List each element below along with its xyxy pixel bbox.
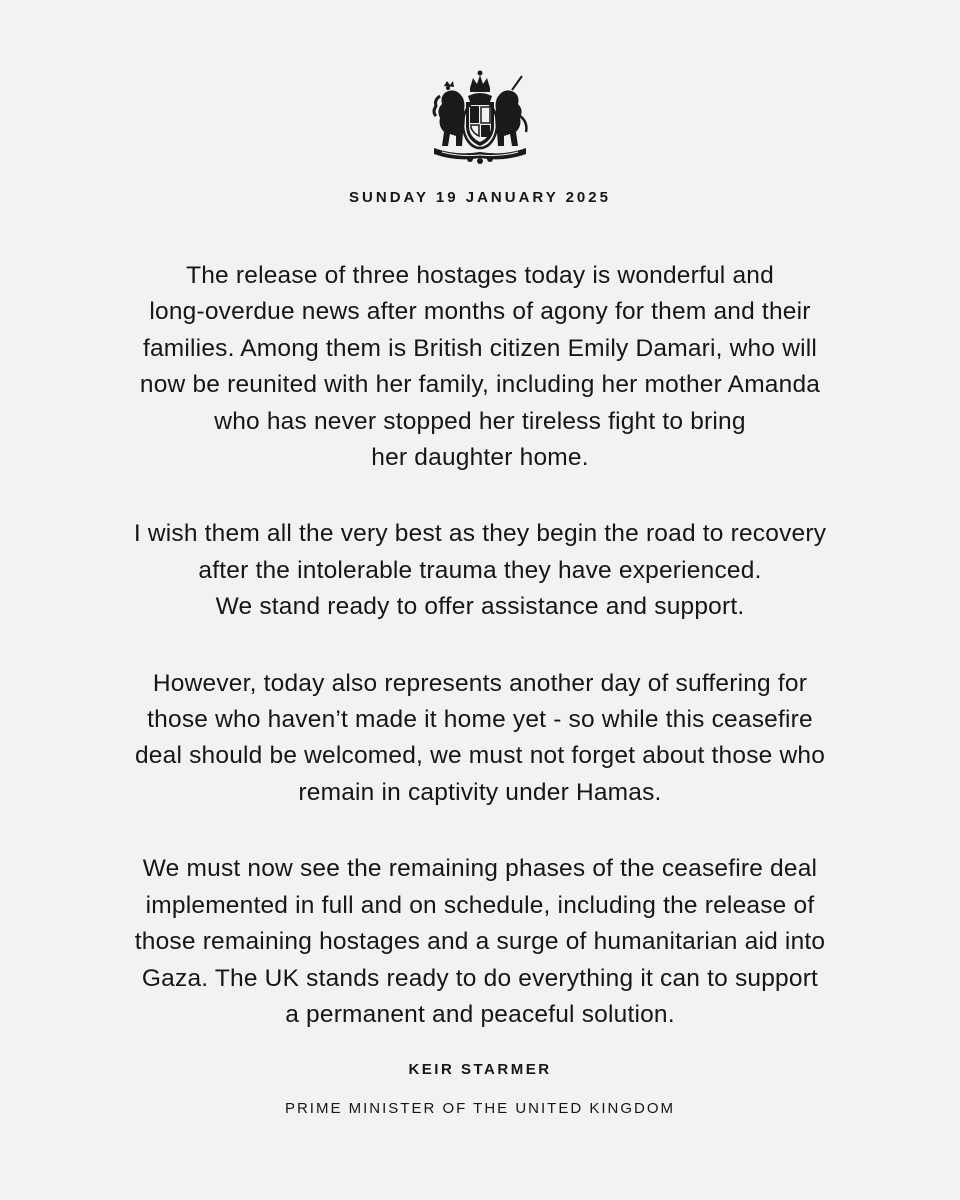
paragraph-3: [80, 666, 880, 812]
text-line: who has never stopped her tireless fight to bring: [214, 407, 746, 435]
text-line: after the intolerable trauma they have experienced.: [198, 556, 762, 584]
signatory-title: PRIME MINISTER OF THE UNITED KINGDOM: [284, 1100, 676, 1117]
text-line: Gaza. The UK stands ready to do everything it can to support: [141, 964, 819, 992]
text-line: families. Among them is British citizen Emily Damari, who will: [142, 334, 818, 362]
text-line: implemented in full and on schedule, including the release of: [145, 891, 815, 919]
signatory-name: KEIR STARMER: [408, 1061, 552, 1078]
paragraph-4: [80, 851, 880, 1033]
paragraph-2: [80, 516, 880, 625]
text-line: those remaining hostages and a surge of humanitarian aid into: [134, 928, 826, 956]
text-line: I wish them all the very best as they begin the road to recovery: [133, 520, 827, 548]
text-line: deal should be welcomed, we must not forget about those who: [134, 742, 826, 770]
text-line: However, today also represents another day of suffering for: [152, 669, 808, 697]
statement-body: [80, 258, 880, 1073]
text-line: her daughter home.: [371, 444, 589, 472]
royal-coat-of-arms-icon: [426, 66, 534, 166]
text-line: We stand ready to offer assistance and support.: [215, 593, 745, 621]
text-line: long-overdue news after months of agony for them and their: [149, 298, 811, 326]
text-line: remain in captivity under Hamas.: [298, 778, 662, 806]
text-line: now be reunited with her family, including her mother Amanda: [139, 371, 821, 399]
statement-date: SUNDAY 19 JANUARY 2025: [349, 189, 611, 206]
paragraph-1: [80, 258, 880, 476]
text-line: those who haven’t made it home yet - so while this ceasefire: [147, 706, 813, 734]
text-line: The release of three hostages today is wonderful and: [186, 262, 774, 289]
text-line: a permanent and peaceful solution.: [285, 1000, 675, 1028]
text-line: We must now see the remaining phases of the ceasefire deal: [142, 855, 818, 883]
